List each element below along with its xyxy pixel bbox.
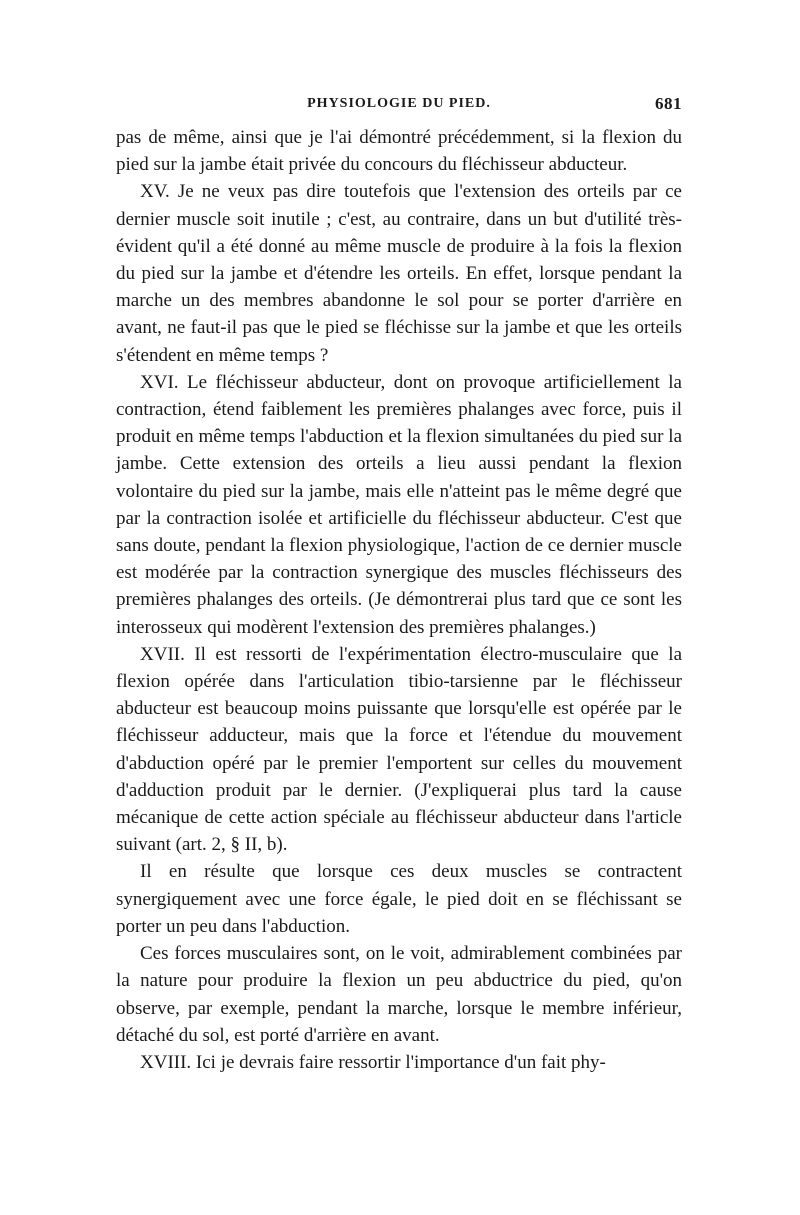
paragraph-section-xvi: XVI. Le fléchisseur abducteur, dont on provoque artificiellement la contraction, étend faiblement les premières phalanges avec force, puis il produit en même temps l'abduction et la flexion simultanées du pied sur la jambe. Cette extension des orteils a lieu aussi pendant la flexion volontaire du pied sur la jambe, mais elle n'atteint pas le même degré que par la contraction isolée et artificielle du fléchisseur abducteur. C'est que sans doute, pendant la flexion physiologique, l'action de ce dernier muscle est modérée par la contraction synergique des muscles fléchisseurs des premières phalanges des orteils. (Je démontrerai plus tard que ce sont les interosseux qui modèrent l'extension des premières phalanges.) [116,371,682,638]
paragraph-continuation: pas de même, ainsi que je l'ai démontré précédemment, si la flexion du pied sur la jambe était privée du concours du fléchisseur abducteur. [116,127,682,176]
paragraph-section-xvii: XVII. Il est ressorti de l'expérimentation électro-musculaire que la flexion opérée dans l'articulation tibio-tarsienne par le fléchisseur abducteur est beaucoup moins puissante que lorsqu'elle est opérée par le fléchisseur adducteur, mais que la force et l'étendue du mouvement d'abduction opéré par le premier l'emportent sur celles du mouvement d'adduction produit par le dernier. (J'expliquerai plus tard la cause mécanique de cette action spéciale au fléchisseur abducteur dans l'article suivant (art. 2, § II, b). [116,643,682,856]
paragraph-section-xv: XV. Je ne veux pas dire toutefois que l'extension des orteils par ce dernier muscle soit inutile ; c'est, au contraire, dans un but d'utilité très-évident qu'il a été donné au même muscle de produire à la fois la flexion du pied sur la jambe et d'étendre les orteils. En effet, lorsque pendant la marche un des membres abandonne le sol pour se porter d'arrière en avant, ne faut-il pas que le pied se fléchisse sur la jambe et que les orteils s'étendent en même temps ? [116,181,682,366]
book-page [116,96,682,1076]
paragraph-result: Il en résulte que lorsque ces deux muscles se contractent synergiquement avec une force égale, le pied doit en se fléchissant se porter un peu dans l'abduction. [116,861,682,937]
running-title: PHYSIOLOGIE DU PIED. [307,96,491,111]
paragraph-forces: Ces forces musculaires sont, on le voit, admirablement combinées par la nature pour produire la flexion un peu abductrice du pied, qu'on observe, par exemple, pendant la marche, lorsque le membre inférieur, détaché du sol, est porté d'arrière en avant. [116,943,682,1046]
running-head [116,96,682,122]
body-text [116,124,682,1076]
page-number: 681 [655,94,682,113]
paragraph-section-xviii: XVIII. Ici je devrais faire ressortir l'importance d'un fait phy- [140,1051,606,1073]
